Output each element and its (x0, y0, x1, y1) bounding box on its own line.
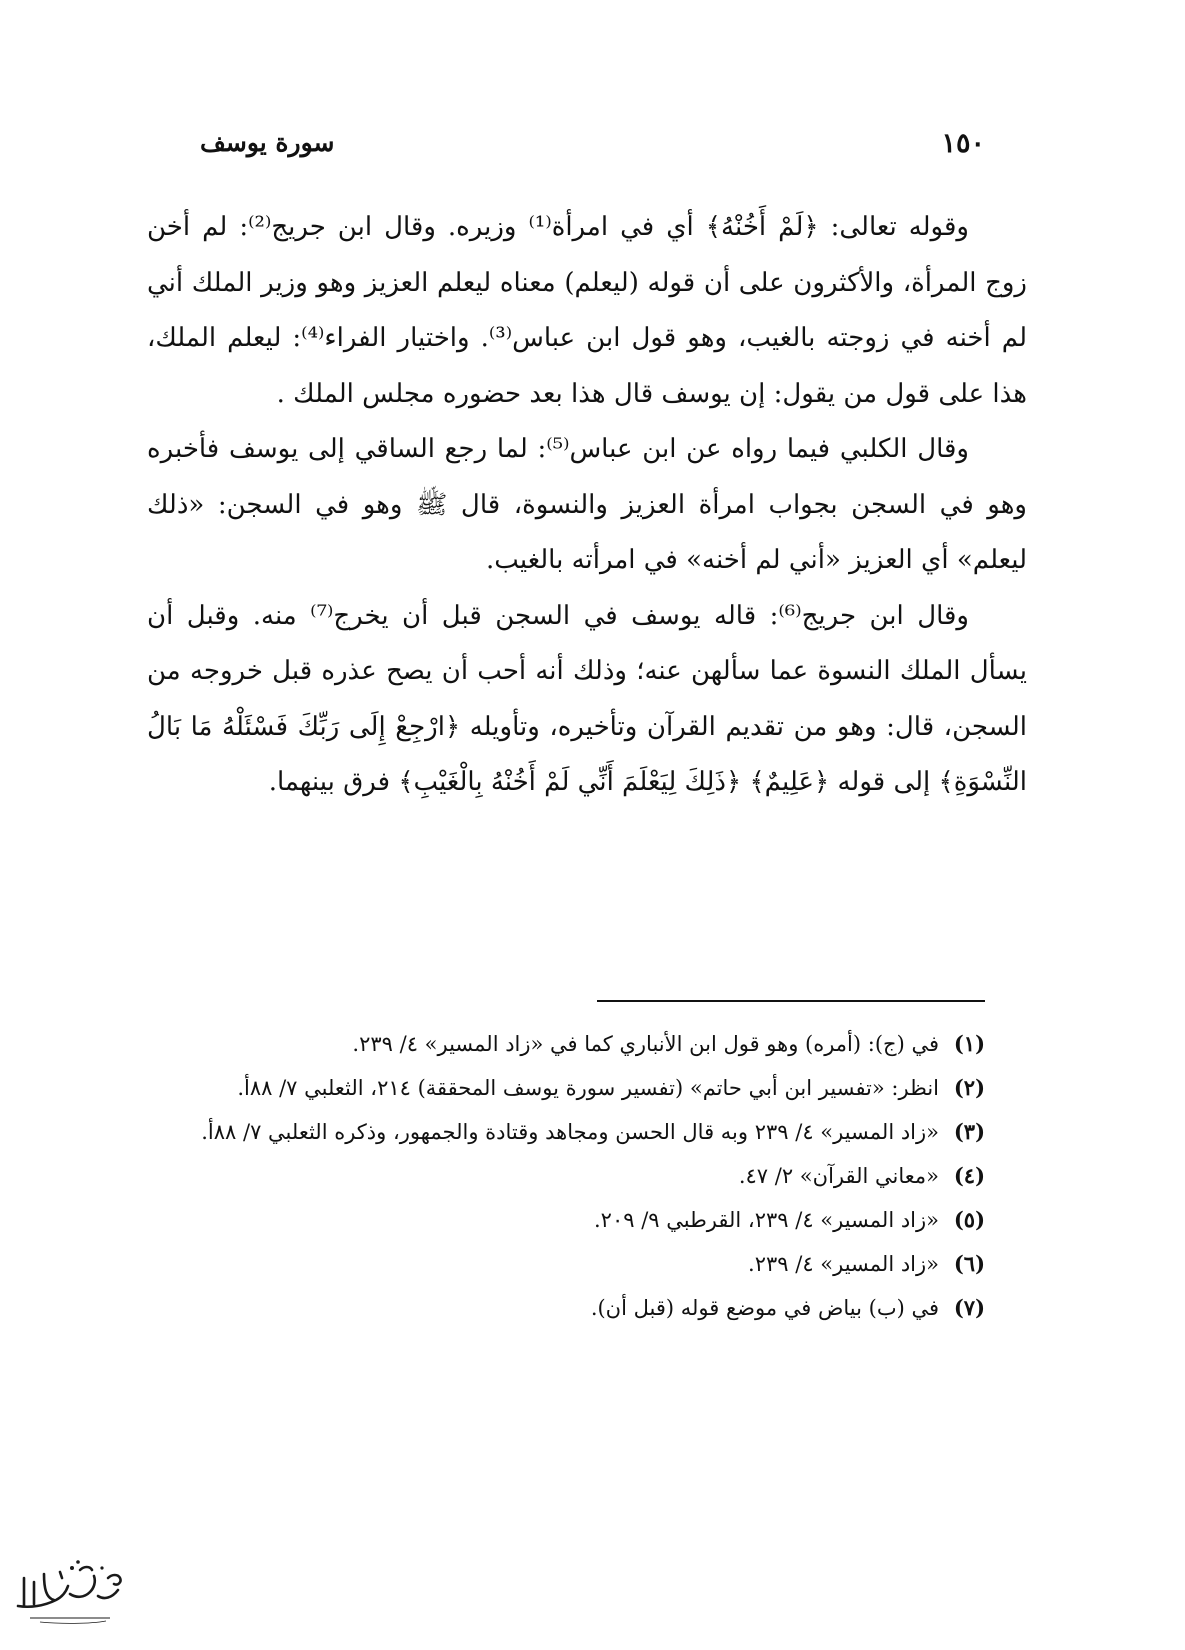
paragraph: وقوله تعالى: ﴿لَمْ أَخُنْهُ﴾ أي في امرأة⁽¹⁾ وزيره. وقال ابن جريج⁽²⁾: لم أخن زوج المرأة، والأكثرون على أن قوله (ليعلم) معناه ليعلم العزيز وهو وزير الملك أني لم أخنه في زوجته بالغيب، وهو قول ابن عباس⁽³⁾. واختيار الفراء⁽⁴⁾: ليعلم الملك، هذا على قول من يقول: إن يوسف قال هذا بعد حضوره مجلس الملك . (147, 212, 1027, 409)
footnote-number: (٧) (953, 1295, 985, 1320)
paragraph: وقال ابن جريج⁽⁶⁾: قاله يوسف في السجن قبل أن يخرج⁽⁷⁾ منه. وقبل أن يسأل الملك النسوة عما سألهن عنه؛ وذلك أنه أحب أن يصح عذره قبل خروجه من السجن، قال: وهو من تقديم القرآن وتأخيره، وتأويله ﴿ارْجِعْ إِلَى رَبِّكَ فَسْئَلْهُ مَا بَالُ النِّسْوَةِ﴾ إلى قوله ﴿عَلِيمٌ﴾ ﴿ذَلِكَ لِيَعْلَمَ أَنِّي لَمْ أَخُنْهُ بِالْغَيْبِ﴾ فرق بينهما. (147, 600, 1027, 797)
page-number: ١٥٠ (941, 128, 985, 159)
footnote-text: «زاد المسير» ٤/ ٢٣٩. (748, 1252, 939, 1276)
footnote (130, 1068, 985, 1108)
footnote-text: «معاني القرآن» ٢/ ٤٧. (738, 1164, 939, 1188)
footnote-text: في (ج): (أمره) وهو قول ابن الأنباري كما في «زاد المسير» ٤/ ٢٣٩. (352, 1032, 939, 1056)
footnote-number: (١) (953, 1031, 985, 1056)
footnote-number: (٦) (953, 1251, 985, 1276)
paragraph: وقال الكلبي فيما رواه عن ابن عباس⁽⁵⁾: لما رجع الساقي إلى يوسف فأخبره وهو في السجن بجواب امرأة العزيز والنسوة، قال ﷺ وهو في السجن: «ذلك ليعلم» أي العزيز «أني لم أخنه» في امرأته بالغيب. (147, 434, 1027, 575)
footnote (130, 1288, 985, 1328)
footnote-number: (٤) (953, 1163, 985, 1188)
calligraphy-logo-icon (10, 1548, 128, 1628)
footnote (130, 1024, 985, 1064)
footnote (130, 1244, 985, 1284)
footnote-text: في (ب) بياض في موضع قوله (قبل أن). (590, 1296, 939, 1320)
footnote-separator (597, 1000, 985, 1002)
footnotes (130, 1024, 985, 1332)
footnote-number: (٣) (953, 1119, 985, 1144)
footnote-text: «زاد المسير» ٤/ ٢٣٩، القرطبي ٩/ ٢٠٩. (593, 1208, 939, 1232)
footnote-text: انظر: «تفسير ابن أبي حاتم» (تفسير سورة يوسف المحققة) ٢١٤، الثعلبي ٧/ ٨٨أ. (237, 1076, 939, 1100)
footnote (130, 1200, 985, 1240)
footnote (130, 1156, 985, 1196)
footnote (130, 1112, 985, 1152)
running-title: سورة يوسف (200, 128, 335, 157)
main-text (147, 200, 1027, 811)
footnote-number: (٥) (953, 1207, 985, 1232)
footnote-number: (٢) (953, 1075, 985, 1100)
page-header (200, 128, 985, 168)
footnote-text: «زاد المسير» ٤/ ٢٣٩ وبه قال الحسن ومجاهد وقتادة والجمهور، وذكره الثعلبي ٧/ ٨٨أ. (201, 1120, 939, 1144)
